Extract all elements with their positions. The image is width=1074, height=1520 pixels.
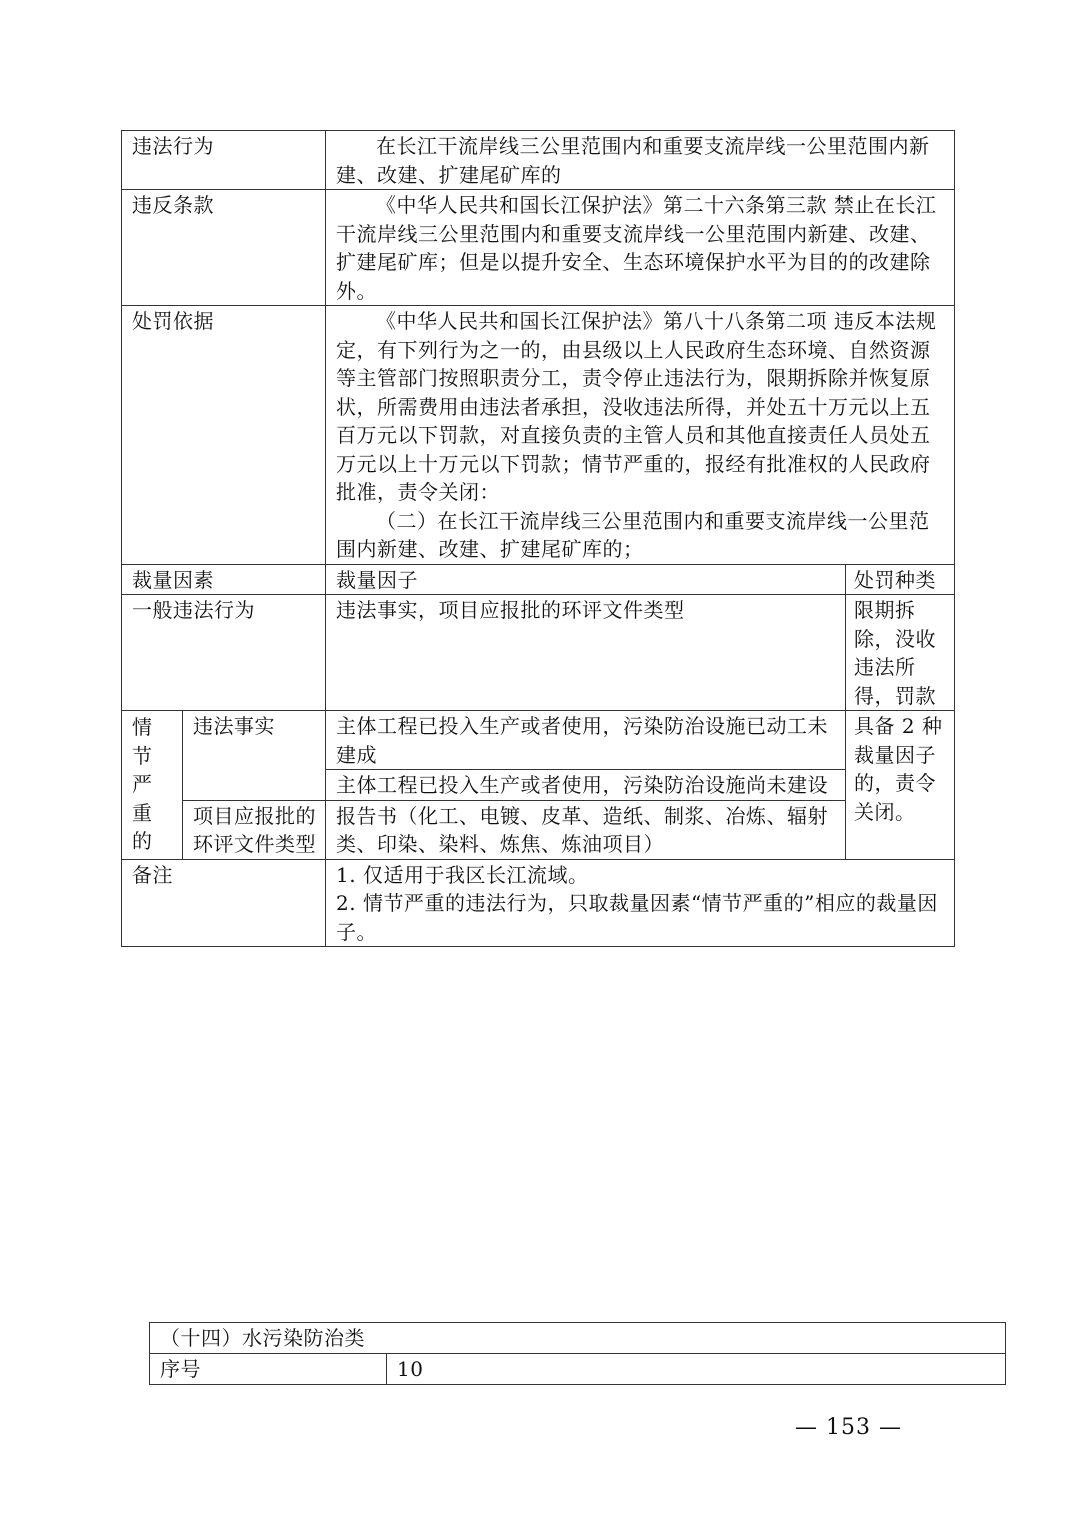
row-basis xyxy=(122,306,955,565)
row-clause xyxy=(122,190,955,306)
header-factor-item: 裁量因子 xyxy=(326,564,846,595)
basis-content xyxy=(326,306,955,565)
row-header xyxy=(122,564,955,595)
seq-value: 10 xyxy=(387,1354,1006,1385)
fact-item-2: 主体工程已投入生产或者使用，污染防治设施尚未建设 xyxy=(326,770,846,801)
serious-char: 的 xyxy=(132,829,153,853)
row-general xyxy=(122,595,955,711)
clause-content: 《中华人民共和国长江保护法》第二十六条第三款 禁止在长江干流岸线三公里范围内和重要支流岸线一公里范围内新建、改建、扩建尾矿库；但是以提升安全、生态环境保护水平为目的的改建除外。 xyxy=(326,190,955,306)
serious-char: 节 xyxy=(132,743,153,768)
basis-paragraph-1: 《中华人民共和国长江保护法》第八十八条第二项 违反本法规定，有下列行为之一的，由县级以上人民政府生态环境、自然资源等主管部门按照职责分工，责令停止违法行为，限期拆除并恢复原状，所需费用由违法者承担，没收违法所得，并处五十万元以上五百万元以下罚款，对直接负责的主管人员和其他直接责任人员处五万元以上十万元以下罚款；情节严重的，报经有批准权的人民政府批准，责令关闭： xyxy=(336,309,937,504)
type-label: 项目应报批的环评文件类型 xyxy=(183,800,326,859)
page-number: — 153 — xyxy=(795,1415,902,1440)
header-factor: 裁量因素 xyxy=(122,564,326,595)
basis-label: 处罚依据 xyxy=(122,306,326,565)
serious-char: 情 xyxy=(132,715,153,739)
general-label: 一般违法行为 xyxy=(122,595,326,711)
row-serious-fact-1 xyxy=(122,711,955,770)
serious-penalty: 具备 2 种裁量因子的，责令关闭。 xyxy=(846,711,955,860)
serious-label xyxy=(122,711,183,860)
header-penalty: 处罚种类 xyxy=(846,564,955,595)
seq-row xyxy=(150,1354,1006,1385)
type-content: 报告书（化工、电镀、皮革、造纸、制浆、冶炼、辐射类、印染、染料、炼焦、炼油项目） xyxy=(326,800,846,859)
penalty-table xyxy=(121,130,955,947)
serious-char: 重 xyxy=(132,800,153,825)
row-violation xyxy=(122,131,955,190)
category-row xyxy=(150,1323,1006,1354)
category-title: （十四）水污染防治类 xyxy=(150,1323,1006,1354)
general-content: 违法事实，项目应报批的环评文件类型 xyxy=(326,595,846,711)
note-label: 备注 xyxy=(122,859,326,947)
violation-content: 在长江干流岸线三公里范围内和重要支流岸线一公里范围内新建、改建、扩建尾矿库的 xyxy=(326,131,955,190)
general-penalty: 限期拆除，没收违法所得，罚款 xyxy=(846,595,955,711)
basis-paragraph-2: （二）在长江干流岸线三公里范围内和重要支流岸线一公里范围内新建、改建、扩建尾矿库的； xyxy=(336,508,930,561)
row-serious-type xyxy=(122,800,955,859)
fact-item-1: 主体工程已投入生产或者使用，污染防治设施已动工未建成 xyxy=(326,711,846,770)
note-item-2: 2. 情节严重的违法行为，只取裁量因素“情节严重的”相应的裁量因子。 xyxy=(336,891,938,944)
row-notes xyxy=(122,859,955,947)
note-content xyxy=(326,859,955,947)
serious-char: 严 xyxy=(132,772,153,796)
clause-label: 违反条款 xyxy=(122,190,326,306)
violation-label: 违法行为 xyxy=(122,131,326,190)
category-table xyxy=(149,1322,1006,1385)
seq-label: 序号 xyxy=(150,1354,387,1385)
fact-label: 违法事实 xyxy=(183,711,326,801)
note-item-1: 1. 仅适用于我区长江流域。 xyxy=(336,862,589,887)
